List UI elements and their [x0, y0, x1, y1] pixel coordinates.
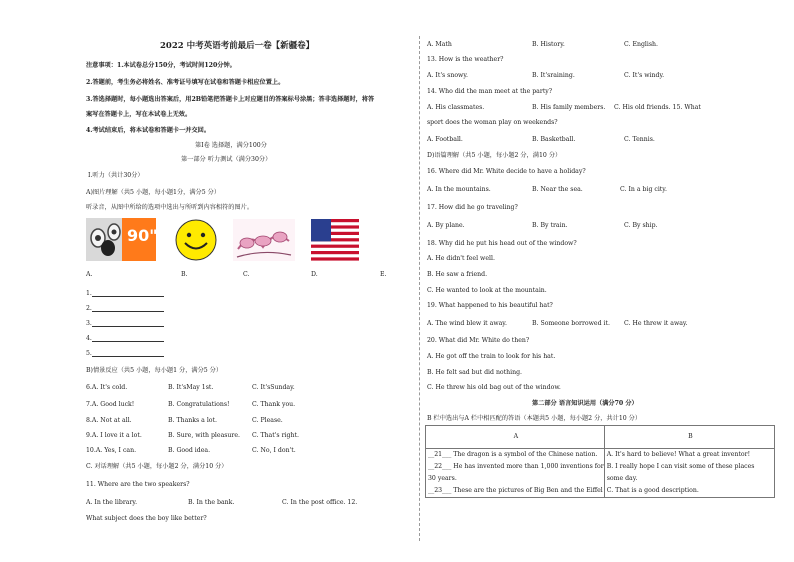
question-15: sport does the woman play on weekends?: [427, 119, 558, 126]
picture-label-b: B.: [181, 271, 188, 278]
section-a-instruction: 听录音，从图中所给的选项中选出与所听到内容相符的图片。: [86, 204, 254, 211]
tableware-photo: [86, 218, 156, 261]
list-item: C. That is a good description.: [606, 487, 699, 494]
smiley-face-icon: [174, 218, 218, 262]
option: 10.A. Yes, I can.: [86, 447, 137, 454]
list-item: B. I really hope I can visit some of these places: [606, 463, 755, 470]
picture-label-a: A.: [86, 271, 93, 278]
note-line: 案写在答题卡上，写在本试卷上无效。: [86, 111, 192, 118]
picture-label-e: E.: [380, 271, 387, 278]
flowers-drawing: [233, 219, 295, 261]
option: B. Congratulations!: [168, 401, 230, 408]
option: B. By train.: [532, 222, 568, 229]
picture-label-c: C.: [243, 271, 250, 278]
option: 9.A. I love it a lot.: [86, 432, 142, 439]
option: C. Please.: [252, 417, 283, 424]
section1-title: 第一部分 听力测试（满分30分）: [181, 156, 272, 163]
list-item: A. It's hard to believe! What a great inventor!: [606, 451, 751, 458]
option: 7.A. Good luck!: [86, 401, 135, 408]
option: C. In a big city.: [620, 186, 667, 193]
option: C. In the post office. 12.: [282, 499, 358, 506]
column-divider: [419, 36, 420, 541]
option: B. History.: [532, 41, 565, 48]
question-20: 20. What did Mr. White do then?: [427, 337, 530, 344]
option: B. His family members.: [532, 104, 606, 111]
listening-heading: I.听力（共计30分）: [88, 172, 144, 179]
option: C. It'sSunday.: [252, 384, 295, 391]
option: C. Thank you.: [252, 401, 296, 408]
option: B. In the bank.: [188, 499, 235, 506]
page-title: 2022 中考英语考前最后一卷【新疆卷】: [160, 41, 315, 51]
option: B. It'sraining.: [532, 72, 575, 79]
question-14: 14. Who did the man meet at the party?: [427, 88, 553, 95]
section-c-heading: C. 对话理解（共5 小题，每小题2 分，满分10 分）: [86, 463, 228, 470]
answer-blank[interactable]: 4.: [86, 335, 164, 342]
question-12: What subject does the boy like better?: [86, 515, 207, 522]
option: A. He didn't feel well.: [427, 255, 495, 262]
option: A. In the mountains.: [427, 186, 491, 193]
answer-blank[interactable]: 1.: [86, 290, 164, 297]
option: A. The wind blew it away.: [427, 320, 507, 327]
list-item: some day.: [606, 475, 638, 482]
option: B. He felt sad but did nothing.: [427, 369, 523, 376]
picture-label-d: D.: [311, 271, 318, 278]
section2-title: 第二部分 语言知识运用（满分70 分）: [532, 400, 638, 407]
list-item: __21___ The dragon is a symbol of the Chinese nation.: [428, 451, 598, 458]
us-flag-image: [311, 219, 359, 261]
question-13: 13. How is the weather?: [427, 56, 504, 63]
note-line: 4.考试结束后，将本试卷和答题卡一并交回。: [86, 127, 211, 134]
matching-table: [425, 425, 775, 498]
option: A. It's snowy.: [427, 72, 468, 79]
question-16: 16. Where did Mr. White decide to have a holiday?: [427, 168, 586, 175]
option: C. He wanted to look at the mountain.: [427, 287, 547, 294]
column-a-cell: [426, 449, 605, 498]
option: B. Good idea.: [168, 447, 211, 454]
option: A. Football.: [427, 136, 463, 143]
option: C. It's windy.: [624, 72, 665, 79]
answer-blank[interactable]: 2.: [86, 305, 164, 312]
list-item: __22___ He has invented more than 1,000 inventions for: [428, 463, 604, 470]
notes-heading: 注意事项：1.本试卷总分150分，考试时间120分钟。: [86, 62, 236, 69]
note-line: 3.答选择题时，每小题选出答案后，用2B铅笔把答题卡上对应题目的答案标号涂黑；答非选择题时，将答: [86, 96, 375, 103]
option: C. No, I don't.: [252, 447, 296, 454]
question-19: 19. What happened to his beautiful hat?: [427, 302, 553, 309]
section-a-heading: A)图片理解（共5 小题，每小题1分，满分5 分）: [86, 189, 220, 196]
option: B. Thanks a lot.: [168, 417, 217, 424]
answer-blank[interactable]: 5.: [86, 350, 164, 357]
option: C. English.: [624, 41, 658, 48]
option: B. Sure, with pleasure.: [168, 432, 241, 439]
option: B. Basketball.: [532, 136, 576, 143]
option: B. Someone borrowed it.: [532, 320, 610, 327]
section-b-heading: B)情景反应（共5 小题，每小题1 分，满分5 分）: [86, 367, 223, 374]
list-item: 30 years.: [428, 475, 457, 482]
note-line: 2.答题前，考生务必将姓名、准考证号填写在试卷和答题卡相应位置上。: [86, 79, 285, 86]
option: 6.A. It's cold.: [86, 384, 128, 391]
option: 8.A. Not at all.: [86, 417, 132, 424]
column-b-cell: [604, 449, 774, 498]
matching-instruction: B 栏中选出与A 栏中相匹配的答语（本题共5 小题，每小题2 分，共计10 分）: [427, 415, 642, 422]
list-item: __23___ These are the pictures of Big Ben and the Eiffel: [428, 487, 603, 494]
part1-title: 第I卷 选择题，满分100分: [195, 142, 267, 149]
option: C. Tennis.: [624, 136, 655, 143]
option: C. His old friends. 15. What: [614, 104, 701, 111]
option: C. That's right.: [252, 432, 299, 439]
option: C. He threw it away.: [624, 320, 688, 327]
option: A. By plane.: [427, 222, 465, 229]
section-d-heading: D)语篇理解（共5 小题，每小题2 分，满10 分）: [427, 152, 562, 159]
option: B. Near the sea.: [532, 186, 583, 193]
option: A. His classmates.: [427, 104, 485, 111]
photo-caption: 90": [127, 226, 158, 245]
option: C. By ship.: [624, 222, 658, 229]
option: A. In the library.: [86, 499, 138, 506]
question-18: 18. Why did he put his head out of the window?: [427, 240, 577, 247]
option: B. He saw a friend.: [427, 271, 488, 278]
option: B. It'sMay 1st.: [168, 384, 214, 391]
option: A. Math: [427, 41, 452, 48]
answer-blank[interactable]: 3.: [86, 320, 164, 327]
column-a-header: A: [426, 426, 605, 449]
column-b-header: B: [604, 426, 774, 449]
option: A. He got off the train to look for his hat.: [427, 353, 556, 360]
option: C. He threw his old bag out of the window.: [427, 384, 561, 391]
question-17: 17. How did he go traveling?: [427, 204, 518, 211]
question-11: 11. Where are the two speakers?: [86, 481, 190, 488]
